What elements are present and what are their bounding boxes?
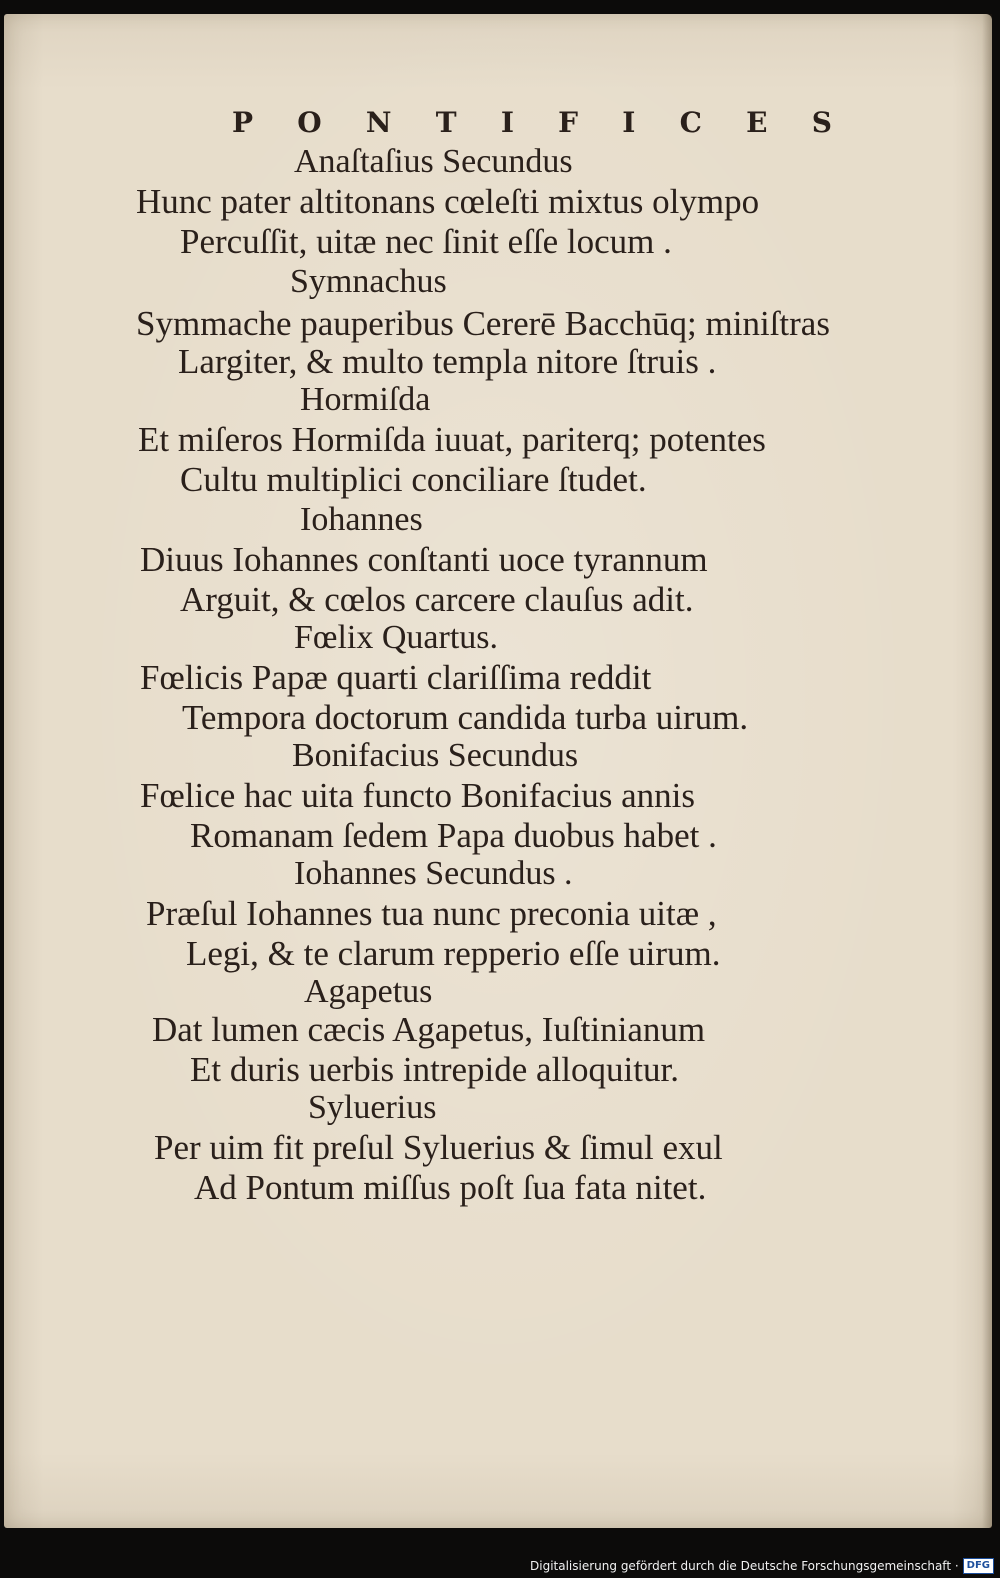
entry-title: Iohannes xyxy=(300,501,423,538)
verse-line: Legi, & te clarum repperio eſſe uirum. xyxy=(186,934,721,973)
running-head-letter: O xyxy=(297,106,322,139)
verse-line: Largiter, & multo templa nitore ſtruis . xyxy=(178,342,717,381)
entry-title: Bonifacius Secundus xyxy=(292,737,579,774)
entry-title: Symnachus xyxy=(290,263,447,300)
entry-title: Hormiſda xyxy=(300,381,431,418)
dfg-logo: DFG xyxy=(963,1558,994,1574)
running-head-letter: S xyxy=(811,106,832,139)
verse-line: Tempora doctorum candida turba uirum. xyxy=(182,698,749,737)
verse-line: Romanam ſedem Papa duobus habet . xyxy=(190,816,717,855)
entry-title: Fœlix Quartus. xyxy=(294,619,498,656)
running-head-letter: I xyxy=(622,106,636,139)
verse-line: Et miſeros Hormiſda iuuat, pariterq; potentes xyxy=(138,420,766,459)
verse-line: Fœlicis Papæ quarti clariſſima reddit xyxy=(140,658,652,697)
entry-title: Agapetus xyxy=(304,973,433,1010)
verse-line: Præſul Iohannes tua nunc preconia uitæ , xyxy=(146,894,717,933)
verse-line: Et duris uerbis intrepide alloquitur. xyxy=(190,1050,679,1089)
running-head-letter: T xyxy=(435,106,457,139)
verse-line: Arguit, & cœlos carcere clauſus adit. xyxy=(180,580,694,619)
running-head-letter: P xyxy=(232,106,254,139)
book-page xyxy=(4,14,992,1528)
entry-title: Iohannes Secundus . xyxy=(294,855,573,892)
verse-line: Dat lumen cæcis Agapetus, Iuſtinianum xyxy=(152,1010,706,1049)
verse-line: Per uim fit preſul Syluerius & ſimul exul xyxy=(154,1128,723,1167)
verse-line: Fœlice hac uita functo Bonifacius annis xyxy=(140,776,695,815)
entry-title: Anaſtaſius Secundus xyxy=(294,143,573,180)
running-head-letter: C xyxy=(679,106,702,139)
verse-line: Diuus Iohannes conſtanti uoce tyrannum xyxy=(140,540,708,579)
entry-title: Syluerius xyxy=(308,1089,437,1126)
verse-line: Ad Pontum miſſus poſt ſua fata nitet. xyxy=(194,1168,707,1207)
verse-line: Cultu multiplici conciliare ſtudet. xyxy=(180,460,647,499)
running-head-letter: N xyxy=(365,106,392,139)
running-head-letter: I xyxy=(500,106,514,139)
verse-line: Symmache pauperibus Cererē Bacchūq; miniſtras xyxy=(136,304,830,343)
running-head-letter: F xyxy=(558,106,579,139)
running-head-letter: E xyxy=(746,106,768,139)
digitization-credit xyxy=(530,1558,994,1574)
verse-line: Hunc pater altitonans cœleſti mixtus olympo xyxy=(136,182,760,221)
credit-text: Digitalisierung gefördert durch die Deutsche Forschungsgemeinschaft · xyxy=(530,1559,959,1573)
verse-line: Percuſſit, uitæ nec ſinit eſſe locum . xyxy=(180,222,672,261)
text-block xyxy=(4,14,992,1528)
